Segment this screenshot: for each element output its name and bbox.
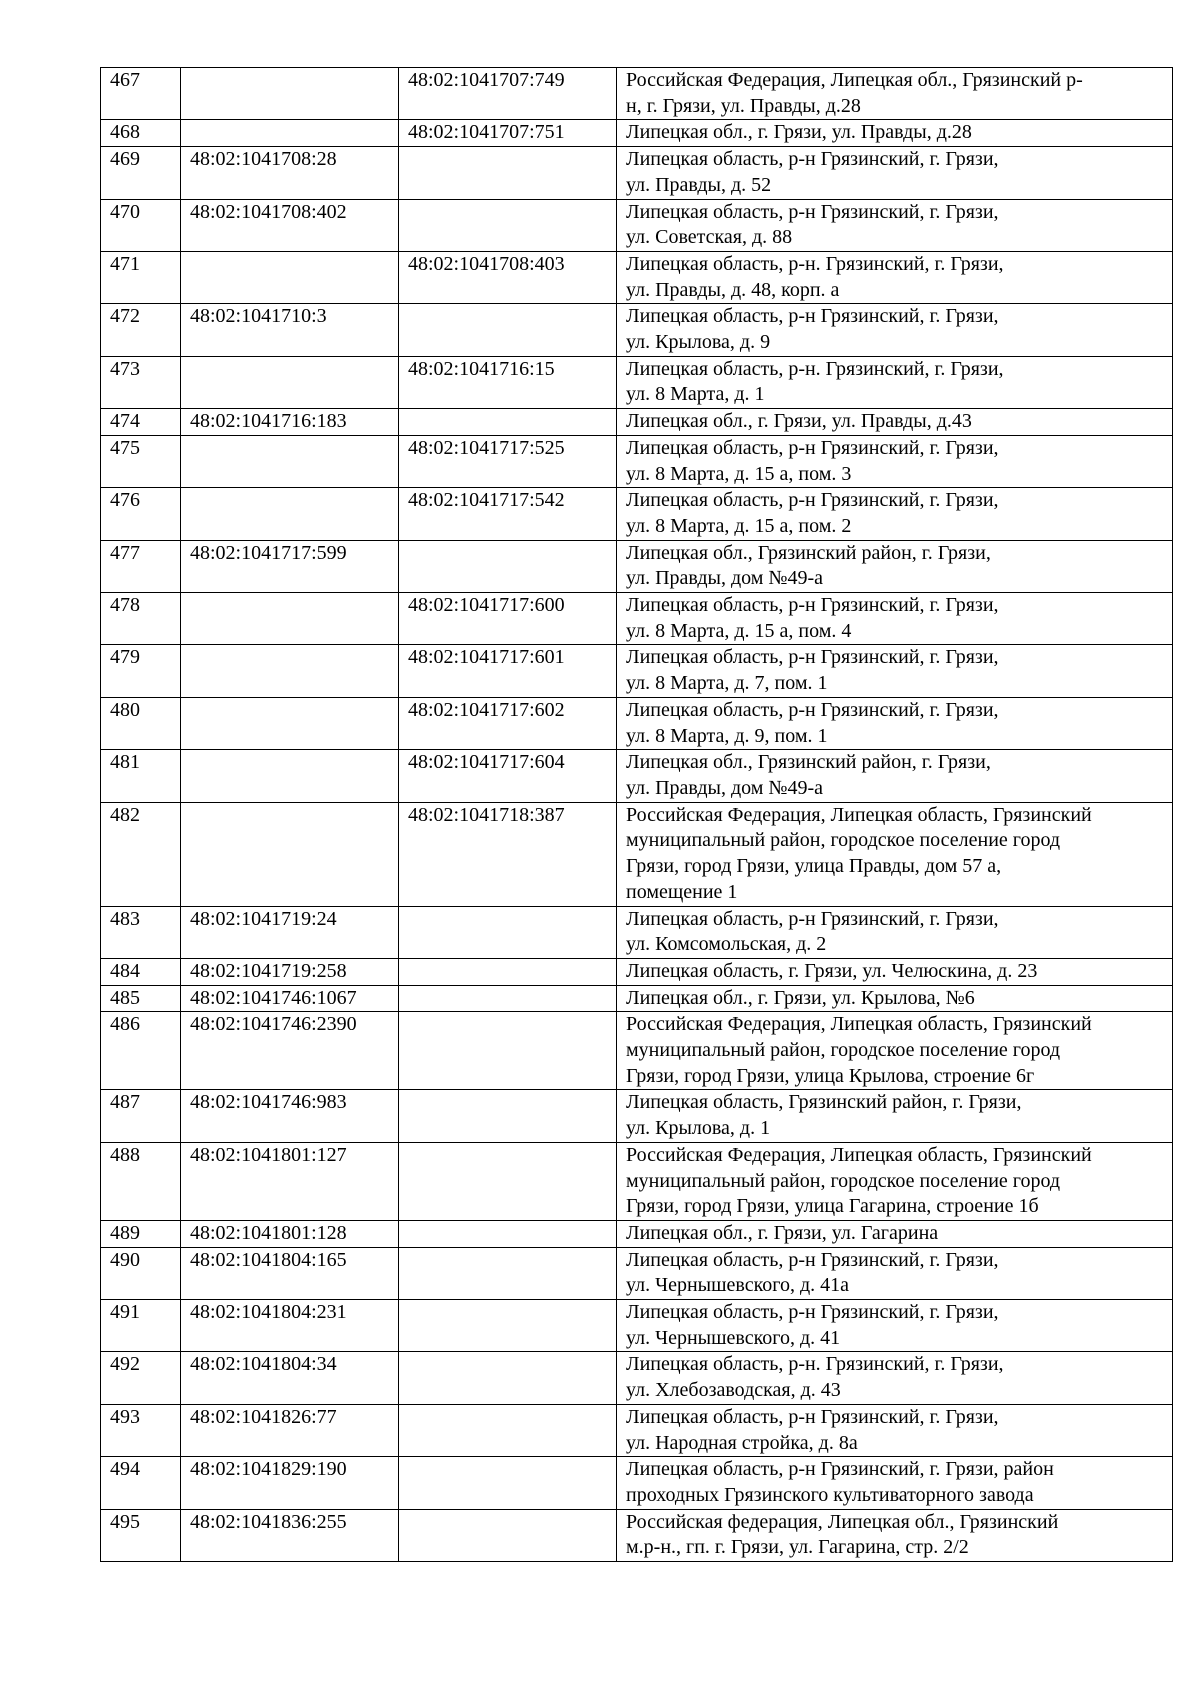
address-cell: Российская федерация, Липецкая обл., Грязинский м.р-н., гп. г. Грязи, ул. Гагарина, стр. 2/2 bbox=[617, 1509, 1173, 1561]
table-row bbox=[101, 1142, 1173, 1220]
cadastral-number-cell: 48:02:1041804:165 bbox=[181, 1247, 399, 1299]
table-row bbox=[101, 147, 1173, 199]
cadastral-number-cell: 48:02:1041719:24 bbox=[181, 906, 399, 958]
table-row bbox=[101, 1220, 1173, 1247]
address-cell: Липецкая область, р-н Грязинский, г. Грязи, ул. 8 Марта, д. 9, пом. 1 bbox=[617, 697, 1173, 749]
table-row bbox=[101, 1012, 1173, 1090]
cadastral-number-alt-cell bbox=[399, 1457, 617, 1509]
row-number-cell: 484 bbox=[101, 958, 181, 985]
row-number-cell: 477 bbox=[101, 540, 181, 592]
cadastral-number-alt-cell: 48:02:1041717:604 bbox=[399, 750, 617, 802]
address-cell: Липецкая область, р-н Грязинский, г. Грязи, ул. Советская, д. 88 bbox=[617, 199, 1173, 251]
address-cell: Липецкая область, р-н Грязинский, г. Грязи, район проходных Грязинского культиваторного завода bbox=[617, 1457, 1173, 1509]
cadastral-number-alt-cell bbox=[399, 1352, 617, 1404]
row-number-cell: 492 bbox=[101, 1352, 181, 1404]
cadastral-number-cell: 48:02:1041836:255 bbox=[181, 1509, 399, 1561]
address-cell: Липецкая обл., г. Грязи, ул. Гагарина bbox=[617, 1220, 1173, 1247]
row-number-cell: 480 bbox=[101, 697, 181, 749]
cadastral-number-alt-cell: 48:02:1041707:749 bbox=[399, 68, 617, 120]
cadastral-number-cell bbox=[181, 645, 399, 697]
row-number-cell: 478 bbox=[101, 593, 181, 645]
cadastral-number-alt-cell bbox=[399, 199, 617, 251]
cadastral-number-alt-cell bbox=[399, 1090, 617, 1142]
address-cell: Липецкая обл., Грязинский район, г. Грязи, ул. Правды, дом №49-а bbox=[617, 750, 1173, 802]
cadastral-number-alt-cell bbox=[399, 985, 617, 1012]
address-cell: Липецкая область, р-н Грязинский, г. Грязи, ул. Комсомольская, д. 2 bbox=[617, 906, 1173, 958]
cadastral-number-cell: 48:02:1041708:28 bbox=[181, 147, 399, 199]
row-number-cell: 481 bbox=[101, 750, 181, 802]
row-number-cell: 486 bbox=[101, 1012, 181, 1090]
cadastral-number-cell: 48:02:1041804:231 bbox=[181, 1300, 399, 1352]
row-number-cell: 488 bbox=[101, 1142, 181, 1220]
cadastral-number-alt-cell bbox=[399, 409, 617, 436]
cadastral-number-alt-cell bbox=[399, 147, 617, 199]
row-number-cell: 490 bbox=[101, 1247, 181, 1299]
row-number-cell: 474 bbox=[101, 409, 181, 436]
cadastral-number-cell: 48:02:1041710:3 bbox=[181, 304, 399, 356]
cadastral-number-cell: 48:02:1041829:190 bbox=[181, 1457, 399, 1509]
row-number-cell: 495 bbox=[101, 1509, 181, 1561]
table-body bbox=[101, 68, 1173, 1562]
cadastral-number-alt-cell bbox=[399, 1220, 617, 1247]
cadastral-number-alt-cell: 48:02:1041716:15 bbox=[399, 356, 617, 408]
address-cell: Липецкая область, р-н Грязинский, г. Грязи, ул. 8 Марта, д. 15 а, пом. 3 bbox=[617, 435, 1173, 487]
cadastral-number-alt-cell bbox=[399, 540, 617, 592]
cadastral-number-cell bbox=[181, 356, 399, 408]
address-cell: Липецкая область, р-н. Грязинский, г. Грязи, ул. Правды, д. 48, корп. а bbox=[617, 251, 1173, 303]
row-number-cell: 493 bbox=[101, 1404, 181, 1456]
cadastral-number-cell bbox=[181, 68, 399, 120]
cadastral-number-alt-cell bbox=[399, 304, 617, 356]
address-cell: Липецкая область, р-н. Грязинский, г. Грязи, ул. Хлебозаводская, д. 43 bbox=[617, 1352, 1173, 1404]
table-row bbox=[101, 958, 1173, 985]
row-number-cell: 482 bbox=[101, 802, 181, 906]
cadastral-number-cell bbox=[181, 488, 399, 540]
address-cell: Липецкая область, р-н Грязинский, г. Грязи, ул. Чернышевского, д. 41 bbox=[617, 1300, 1173, 1352]
address-cell: Липецкая обл., Грязинский район, г. Грязи, ул. Правды, дом №49-а bbox=[617, 540, 1173, 592]
table-row bbox=[101, 1457, 1173, 1509]
table-row bbox=[101, 540, 1173, 592]
address-cell: Липецкая область, р-н Грязинский, г. Грязи, ул. 8 Марта, д. 15 а, пом. 2 bbox=[617, 488, 1173, 540]
row-number-cell: 491 bbox=[101, 1300, 181, 1352]
row-number-cell: 483 bbox=[101, 906, 181, 958]
row-number-cell: 473 bbox=[101, 356, 181, 408]
row-number-cell: 489 bbox=[101, 1220, 181, 1247]
cadastral-number-alt-cell bbox=[399, 958, 617, 985]
row-number-cell: 470 bbox=[101, 199, 181, 251]
cadastral-number-alt-cell: 48:02:1041717:601 bbox=[399, 645, 617, 697]
cadastral-number-cell: 48:02:1041708:402 bbox=[181, 199, 399, 251]
cadastral-number-cell: 48:02:1041826:77 bbox=[181, 1404, 399, 1456]
cadastral-number-cell bbox=[181, 435, 399, 487]
table-row bbox=[101, 1509, 1173, 1561]
table-row bbox=[101, 251, 1173, 303]
table-row bbox=[101, 199, 1173, 251]
cadastral-number-alt-cell bbox=[399, 906, 617, 958]
address-cell: Российская Федерация, Липецкая область, Грязинский муниципальный район, городское поселение город Грязи, город Грязи, улица Правды, дом 57 а, помещение 1 bbox=[617, 802, 1173, 906]
address-cell: Липецкая область, р-н Грязинский, г. Грязи, ул. Крылова, д. 9 bbox=[617, 304, 1173, 356]
cadastral-number-alt-cell: 48:02:1041708:403 bbox=[399, 251, 617, 303]
cadastral-number-cell bbox=[181, 593, 399, 645]
cadastral-number-alt-cell bbox=[399, 1404, 617, 1456]
table-row bbox=[101, 697, 1173, 749]
row-number-cell: 479 bbox=[101, 645, 181, 697]
address-cell: Липецкая область, р-н Грязинский, г. Грязи, ул. 8 Марта, д. 7, пом. 1 bbox=[617, 645, 1173, 697]
table-row bbox=[101, 488, 1173, 540]
table-row bbox=[101, 906, 1173, 958]
table-row bbox=[101, 120, 1173, 147]
cadastral-number-cell bbox=[181, 251, 399, 303]
address-cell: Российская Федерация, Липецкая обл., Грязинский р- н, г. Грязи, ул. Правды, д.28 bbox=[617, 68, 1173, 120]
address-cell: Липецкая обл., г. Грязи, ул. Крылова, №6 bbox=[617, 985, 1173, 1012]
table-row bbox=[101, 1247, 1173, 1299]
table-row bbox=[101, 750, 1173, 802]
table-row bbox=[101, 304, 1173, 356]
row-number-cell: 485 bbox=[101, 985, 181, 1012]
table-row bbox=[101, 985, 1173, 1012]
table-row bbox=[101, 1300, 1173, 1352]
address-cell: Липецкая область, р-н Грязинский, г. Грязи, ул. Народная стройка, д. 8а bbox=[617, 1404, 1173, 1456]
row-number-cell: 468 bbox=[101, 120, 181, 147]
cadastral-number-cell: 48:02:1041717:599 bbox=[181, 540, 399, 592]
cadastral-number-alt-cell: 48:02:1041718:387 bbox=[399, 802, 617, 906]
cadastral-number-alt-cell: 48:02:1041717:525 bbox=[399, 435, 617, 487]
address-cell: Липецкая область, р-н Грязинский, г. Грязи, ул. Чернышевского, д. 41а bbox=[617, 1247, 1173, 1299]
address-cell: Липецкая область, р-н Грязинский, г. Грязи, ул. Правды, д. 52 bbox=[617, 147, 1173, 199]
cadastral-number-cell: 48:02:1041804:34 bbox=[181, 1352, 399, 1404]
cadastral-number-alt-cell: 48:02:1041717:542 bbox=[399, 488, 617, 540]
address-cell: Липецкая обл., г. Грязи, ул. Правды, д.28 bbox=[617, 120, 1173, 147]
cadastral-number-cell: 48:02:1041801:128 bbox=[181, 1220, 399, 1247]
cadastral-number-alt-cell bbox=[399, 1509, 617, 1561]
cadastral-number-cell bbox=[181, 120, 399, 147]
row-number-cell: 476 bbox=[101, 488, 181, 540]
cadastral-number-cell: 48:02:1041719:258 bbox=[181, 958, 399, 985]
cadastral-number-alt-cell: 48:02:1041717:600 bbox=[399, 593, 617, 645]
address-cell: Российская Федерация, Липецкая область, Грязинский муниципальный район, городское поселение город Грязи, город Грязи, улица Гагарина, строение 1б bbox=[617, 1142, 1173, 1220]
address-cell: Липецкая область, Грязинский район, г. Грязи, ул. Крылова, д. 1 bbox=[617, 1090, 1173, 1142]
cadastral-number-cell bbox=[181, 802, 399, 906]
cadastral-number-alt-cell: 48:02:1041707:751 bbox=[399, 120, 617, 147]
table-row bbox=[101, 409, 1173, 436]
cadastral-number-cell: 48:02:1041746:1067 bbox=[181, 985, 399, 1012]
table-row bbox=[101, 802, 1173, 906]
table-row bbox=[101, 1352, 1173, 1404]
row-number-cell: 471 bbox=[101, 251, 181, 303]
row-number-cell: 487 bbox=[101, 1090, 181, 1142]
property-register-table bbox=[100, 67, 1173, 1562]
cadastral-number-cell bbox=[181, 750, 399, 802]
cadastral-number-alt-cell bbox=[399, 1247, 617, 1299]
cadastral-number-cell: 48:02:1041746:983 bbox=[181, 1090, 399, 1142]
cadastral-number-alt-cell bbox=[399, 1012, 617, 1090]
cadastral-number-alt-cell bbox=[399, 1142, 617, 1220]
table-row bbox=[101, 645, 1173, 697]
row-number-cell: 475 bbox=[101, 435, 181, 487]
address-cell: Липецкая обл., г. Грязи, ул. Правды, д.43 bbox=[617, 409, 1173, 436]
address-cell: Липецкая область, р-н Грязинский, г. Грязи, ул. 8 Марта, д. 15 а, пом. 4 bbox=[617, 593, 1173, 645]
table-row bbox=[101, 1090, 1173, 1142]
table-row bbox=[101, 435, 1173, 487]
cadastral-number-cell: 48:02:1041746:2390 bbox=[181, 1012, 399, 1090]
table-row bbox=[101, 1404, 1173, 1456]
row-number-cell: 469 bbox=[101, 147, 181, 199]
address-cell: Липецкая область, г. Грязи, ул. Челюскина, д. 23 bbox=[617, 958, 1173, 985]
address-cell: Липецкая область, р-н. Грязинский, г. Грязи, ул. 8 Марта, д. 1 bbox=[617, 356, 1173, 408]
cadastral-number-alt-cell: 48:02:1041717:602 bbox=[399, 697, 617, 749]
row-number-cell: 467 bbox=[101, 68, 181, 120]
address-cell: Российская Федерация, Липецкая область, Грязинский муниципальный район, городское поселение город Грязи, город Грязи, улица Крылова, строение 6г bbox=[617, 1012, 1173, 1090]
row-number-cell: 494 bbox=[101, 1457, 181, 1509]
row-number-cell: 472 bbox=[101, 304, 181, 356]
cadastral-number-cell: 48:02:1041801:127 bbox=[181, 1142, 399, 1220]
table-row bbox=[101, 593, 1173, 645]
cadastral-number-cell bbox=[181, 697, 399, 749]
cadastral-number-alt-cell bbox=[399, 1300, 617, 1352]
cadastral-number-cell: 48:02:1041716:183 bbox=[181, 409, 399, 436]
table-row bbox=[101, 356, 1173, 408]
table-row bbox=[101, 68, 1173, 120]
